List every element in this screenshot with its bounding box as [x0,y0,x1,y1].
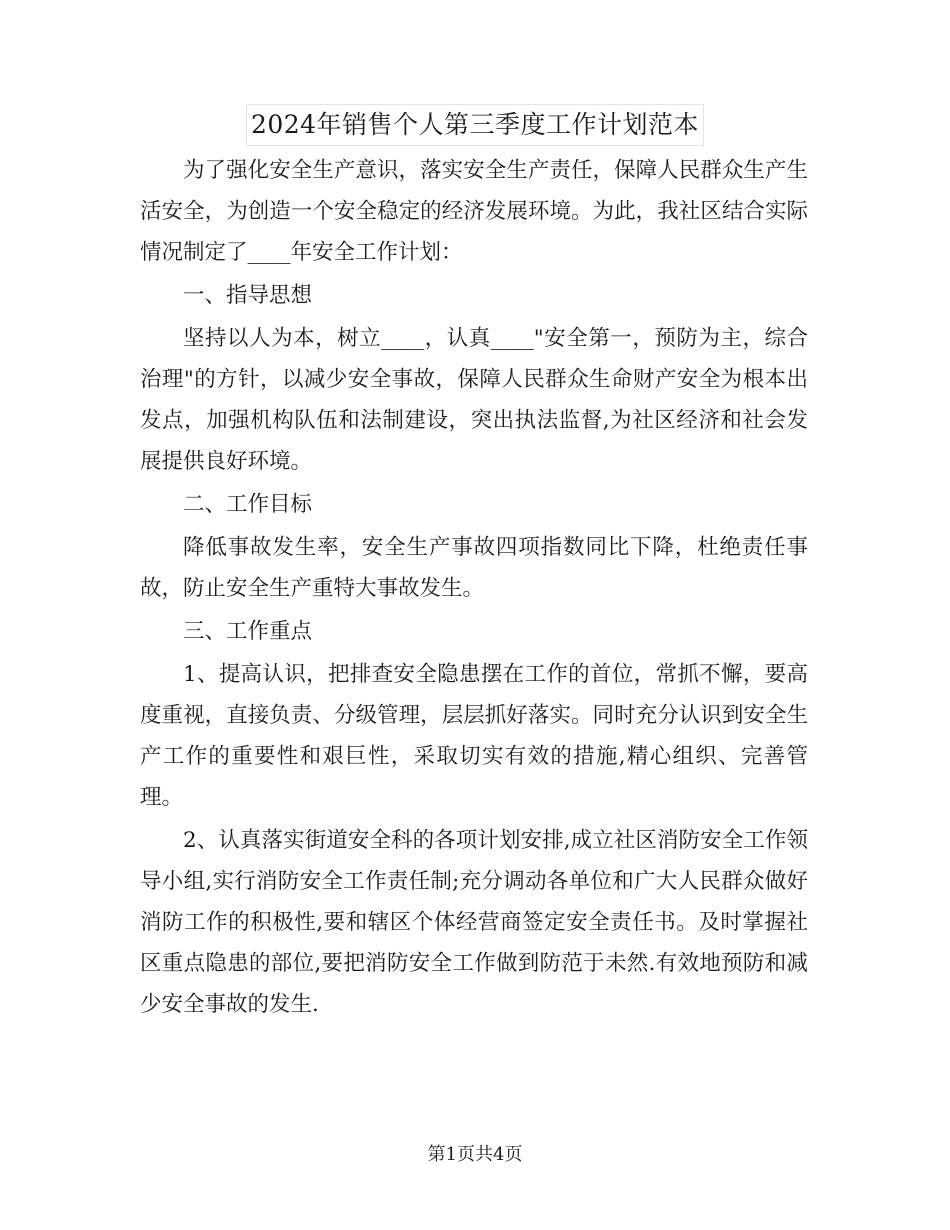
section-heading-guiding-ideology: 一、指导思想 [183,283,313,308]
page-number-footer: 第1页共4页 [427,1144,523,1165]
paragraph-work-focus-2: 2、认真落实街道安全科的各项计划安排,成立社区消防安全工作领导小组,实行消防安全工作责任制;充分调动各单位和广大人民群众做好消防工作的积极性,要和辖区个体经营商签定安全责任书。及时掌握社区重点隐患的部位,要把消防安全工作做到防范于未然.有效地预防和减少安全事故的发生. [140,828,808,1017]
paragraph-work-goals: 降低事故发生率，安全生产事故四项指数同比下降，杜绝责任事故，防止安全生产重特大事故发生。 [140,535,808,601]
paragraph-intro: 为了强化安全生产意识，落实安全生产责任，保障人民群众生产生活安全，为创造一个安全稳定的经济发展环境。为此，我社区结合实际情况制定了____年安全工作计划： [140,158,808,265]
section-heading-work-goals: 二、工作目标 [183,492,313,517]
document-title-text: 2024年销售个人第三季度工作计划范本 [246,104,704,146]
paragraph-guiding-ideology: 坚持以人为本，树立____，认真____"安全第一，预防为主，综合治理"的方针，以减少安全事故，保障人民群众生命财产安全为根本出发点，加强机构队伍和法制建设，突出执法监督,为社区经济和社会发展提供良好环境。 [140,326,808,474]
section-heading-work-focus: 三、工作重点 [183,619,313,644]
paragraph-work-focus-1: 1、提高认识，把排查安全隐患摆在工作的首位，常抓不懈，要高度重视，直接负责、分级管理，层层抓好落实。同时充分认识到安全生产工作的重要性和艰巨性，采取切实有效的措施,精心组织、完善管理。 [140,662,808,810]
document-body [140,150,808,1025]
document-title [0,104,950,146]
